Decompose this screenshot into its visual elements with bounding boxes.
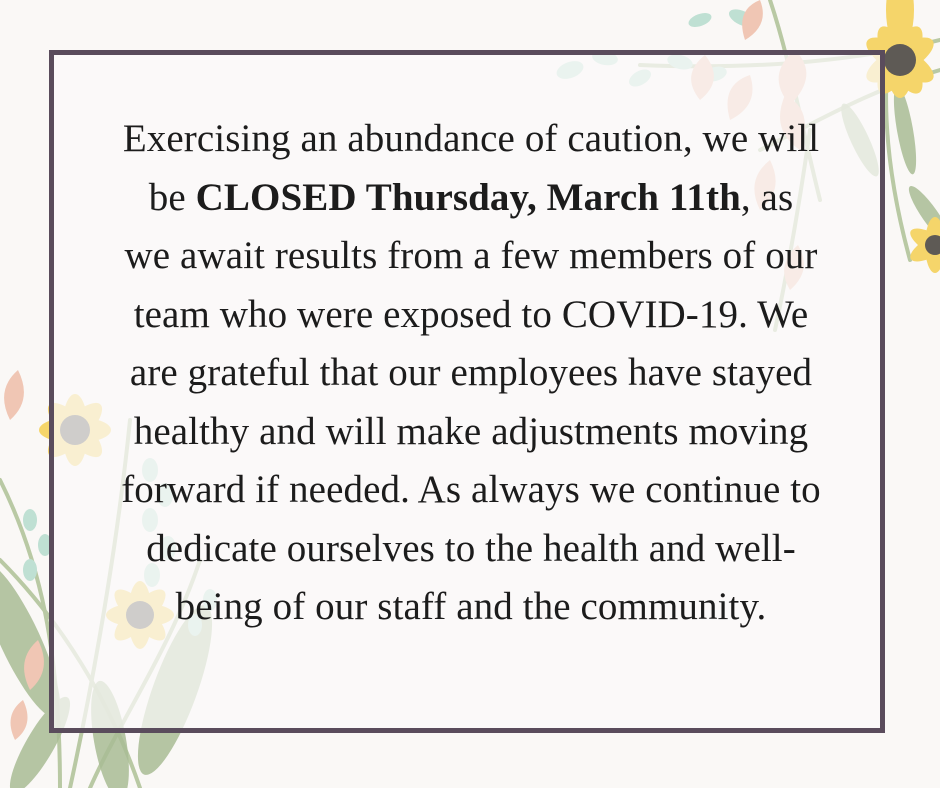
notice-line-1: Exercising an abundance of caution, we will [122,117,820,160]
notice-line-2-pre: be [148,175,196,219]
notice-line-9: being of our staff and the community. [175,585,767,628]
notice-line-8: dedicate ourselves to the health and well- [146,526,796,570]
notice-line-6: healthy and will make adjustments moving [133,409,809,453]
notice-line-7: forward if needed. As always we continue to [121,468,821,511]
notice-line-3: we await results from a few members of our [124,234,818,277]
closure-notice-text [60,110,882,637]
notice-line-4: team who were exposed to COVID-19. We [133,292,809,336]
notice-line-2-post: , as [740,175,794,219]
notice-line-2 [60,169,882,228]
notice-line-5: are grateful that our employees have stayed [129,351,813,394]
closed-date-emphasis: CLOSED Thursday, March 11th [195,175,741,219]
